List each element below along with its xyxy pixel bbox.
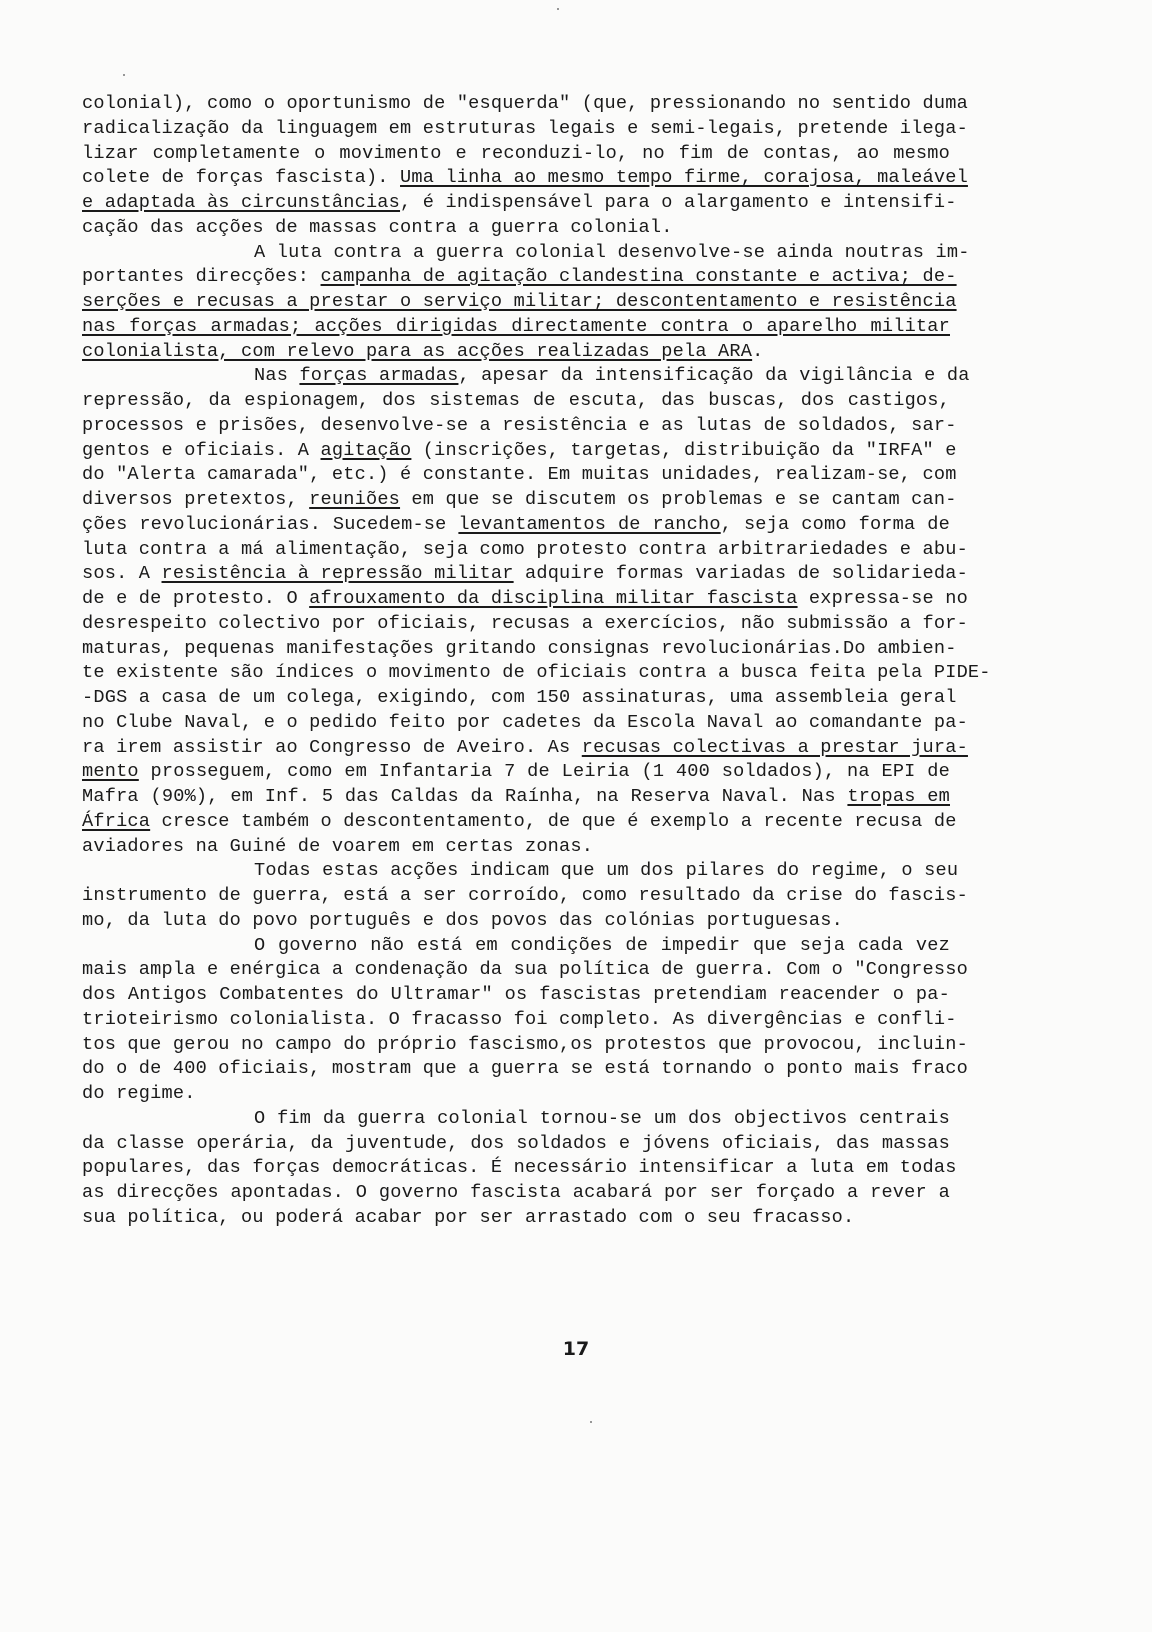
page-number: 17 — [562, 1338, 590, 1360]
text-line — [82, 538, 968, 562]
underlined-text: e adaptada às circunstâncias — [82, 192, 401, 213]
text-line — [82, 884, 968, 908]
text-segment: Todas estas acções indicam que um dos pilares do regime, o seu — [254, 860, 959, 882]
text-segment: aviadores na Guiné de voarem em certas zonas. — [82, 835, 594, 857]
text-line — [82, 414, 957, 438]
text-line — [254, 934, 950, 958]
text-segment: do "Alerta camarada", etc.) é constante. Em muitas unidades, realizam-se, com — [82, 464, 957, 486]
text-line — [82, 562, 968, 586]
text-line — [82, 909, 950, 933]
text-segment: dos Antigos Combatentes do Ultramar" os fascistas pretendiam reacender o pa- — [82, 984, 950, 1005]
underlined-text: levantamentos de rancho — [458, 513, 721, 535]
text-segment: gentos e oficiais. A — [82, 439, 321, 461]
underlined-text: reuniões — [309, 489, 401, 510]
text-line — [82, 1206, 950, 1230]
underlined-text: resistência à repressão militar — [161, 563, 514, 585]
text-line — [82, 785, 950, 809]
text-segment: prosseguem, como em Infantaria 7 de Leiria (1 400 soldados), na EPI de — [138, 761, 950, 783]
text-segment: portantes direcções: — [82, 266, 321, 288]
text-segment: adquire formas variadas de solidarieda- — [513, 563, 968, 585]
underlined-text: mento — [82, 761, 139, 783]
underlined-text: nas forças armadas; acções dirigidas directamente contra o aparelho militar — [82, 315, 950, 337]
text-segment: expressa-se no — [797, 588, 968, 609]
text-segment: de e de protesto. O — [82, 588, 310, 609]
text-line — [82, 1156, 957, 1180]
underlined-text: agitação — [320, 439, 412, 461]
text-segment: colete de forças fascista). — [82, 167, 401, 189]
text-segment: maturas, pequenas manifestações gritando consignas revolucionárias.Do ambien- — [82, 637, 957, 659]
text-line — [82, 290, 957, 314]
text-segment: repressão, da espionagem, dos sistemas de escuta, das buscas, dos castigos, — [82, 390, 950, 411]
text-segment: populares, das forças democráticas. É necessário intensificar a luta em todas — [82, 1157, 957, 1179]
text-line — [82, 686, 957, 710]
underlined-text: afrouxamento da disciplina militar fascista — [309, 588, 798, 609]
text-segment: . — [752, 340, 764, 362]
text-segment: O fim da guerra colonial tornou-se um dos objectivos centrais — [254, 1107, 950, 1129]
text-segment: mo, da luta do povo português e dos povos das colónias portuguesas. — [82, 909, 843, 931]
text-segment: da classe operária, da juventude, dos soldados e jóvens oficiais, das massas — [82, 1132, 950, 1154]
text-line — [82, 612, 968, 636]
text-line — [82, 810, 957, 834]
text-line — [82, 958, 968, 982]
text-line — [82, 340, 950, 364]
text-line — [82, 760, 950, 784]
text-segment: diversos pretextos, — [82, 489, 310, 510]
text-segment: cação das acções de massas contra a guerra colonial. — [82, 216, 673, 238]
text-segment: trioteirismo colonialista. O fracasso foi completo. As divergências e confli- — [82, 1008, 957, 1030]
text-line — [254, 859, 959, 883]
text-segment: mais ampla e enérgica a condenação da sua política de guerra. Com o "Congresso — [82, 959, 968, 981]
text-line — [82, 315, 950, 339]
text-line — [82, 389, 950, 413]
underlined-text: serções e recusas a prestar o serviço militar; descontentamento e resistência — [82, 291, 957, 312]
text-segment: (inscrições, targetas, distribuição da "IRFA" e — [411, 439, 957, 461]
text-line — [82, 265, 957, 289]
text-line — [82, 1082, 950, 1106]
text-line — [82, 463, 957, 487]
underlined-text: colonialista, com relevo para as acções realizadas pela ARA — [82, 340, 753, 362]
text-segment: cresce também o descontentamento, de que é exemplo a recente recusa de — [150, 810, 957, 832]
text-segment: , é indispensável para o alargamento e intensifi- — [400, 192, 957, 213]
scan-speck — [590, 1421, 592, 1423]
text-segment: em que se discutem os problemas e se cantam can- — [400, 489, 957, 510]
text-line — [82, 488, 957, 512]
text-line — [82, 983, 950, 1007]
text-segment: , seja como forma de — [720, 513, 950, 535]
text-line — [254, 1107, 950, 1131]
text-line — [82, 1033, 968, 1057]
underlined-text: forças armadas — [299, 365, 459, 387]
text-line — [82, 513, 950, 537]
text-segment: sua política, ou poderá acabar por ser arrastado com o seu fracasso. — [82, 1206, 855, 1228]
text-line — [82, 835, 950, 859]
text-segment: , apesar da intensificação da vigilância e da — [458, 365, 970, 387]
underlined-text: recusas colectivas a prestar jura- — [581, 736, 968, 758]
text-line — [82, 661, 991, 685]
text-line — [82, 117, 968, 141]
underlined-text: campanha de agitação clandestina constante e activa; de- — [320, 266, 957, 288]
text-segment: do regime. — [82, 1083, 196, 1104]
underlined-text: Uma linha ao mesmo tempo firme, corajosa, maleável — [400, 167, 968, 189]
text-line — [82, 711, 968, 735]
text-line — [82, 1008, 957, 1032]
text-segment: processos e prisões, desenvolve-se a resistência e as lutas de soldados, sar- — [82, 414, 957, 436]
text-segment: ra irem assistir ao Congresso de Aveiro. As — [82, 736, 582, 758]
text-segment: ções revolucionárias. Sucedem-se — [82, 513, 459, 535]
text-segment: -DGS a casa de um colega, exigindo, com 150 assinaturas, uma assembleia geral — [82, 687, 957, 708]
text-line — [82, 191, 957, 215]
text-segment: as direcções apontadas. O governo fascista acabará por ser forçado a rever a — [82, 1182, 950, 1203]
text-segment: te existente são índices o movimento de oficiais contra a busca feita pela PIDE- — [82, 662, 991, 684]
text-line — [82, 216, 950, 240]
text-line — [82, 736, 968, 760]
text-segment: O governo não está em condições de impedir que seja cada vez — [254, 934, 950, 956]
text-segment: sos. A — [82, 563, 162, 585]
text-line — [82, 439, 957, 463]
text-line — [82, 1132, 950, 1156]
underlined-text: tropas em — [847, 786, 950, 807]
text-line — [82, 637, 957, 661]
text-line — [254, 364, 970, 388]
text-segment: luta contra a má alimentação, seja como protesto contra arbitrariedades e abu- — [82, 538, 968, 560]
text-segment: do o de 400 oficiais, mostram que a guerra se está tornando o ponto mais fraco — [82, 1058, 968, 1080]
text-line — [82, 1057, 968, 1081]
text-segment: tos que gerou no campo do próprio fascismo,os protestos que provocou, incluin- — [82, 1033, 968, 1055]
text-segment: radicalização da linguagem em estruturas legais e semi-legais, pretende ilega- — [82, 117, 968, 139]
text-line — [82, 587, 968, 611]
text-segment: instrumento de guerra, está a ser corroído, como resultado da crise do fascis- — [82, 885, 968, 906]
scan-speck — [123, 74, 125, 76]
text-segment: colonial), como o oportunismo de "esquerda" (que, pressionando no sentido duma — [82, 93, 968, 114]
scan-speck — [557, 8, 559, 10]
text-segment: no Clube Naval, e o pedido feito por cadetes da Escola Naval ao comandante pa- — [82, 711, 968, 733]
text-segment: lizar completamente o movimento e reconduzi-lo, no fim de contas, ao mesmo — [82, 142, 950, 164]
text-line — [254, 241, 970, 265]
text-line — [82, 142, 950, 166]
text-segment: A luta contra a guerra colonial desenvolve-se ainda noutras im- — [254, 241, 970, 263]
text-segment: Nas — [254, 365, 300, 387]
underlined-text: África — [82, 810, 151, 832]
text-line — [82, 92, 968, 116]
text-segment: Mafra (90%), em Inf. 5 das Caldas da Raínha, na Reserva Naval. Nas — [82, 786, 848, 807]
text-segment: desrespeito colectivo por oficiais, recusas a exercícios, não submissão a for- — [82, 612, 968, 634]
text-line — [82, 166, 968, 190]
text-line — [82, 1181, 950, 1205]
